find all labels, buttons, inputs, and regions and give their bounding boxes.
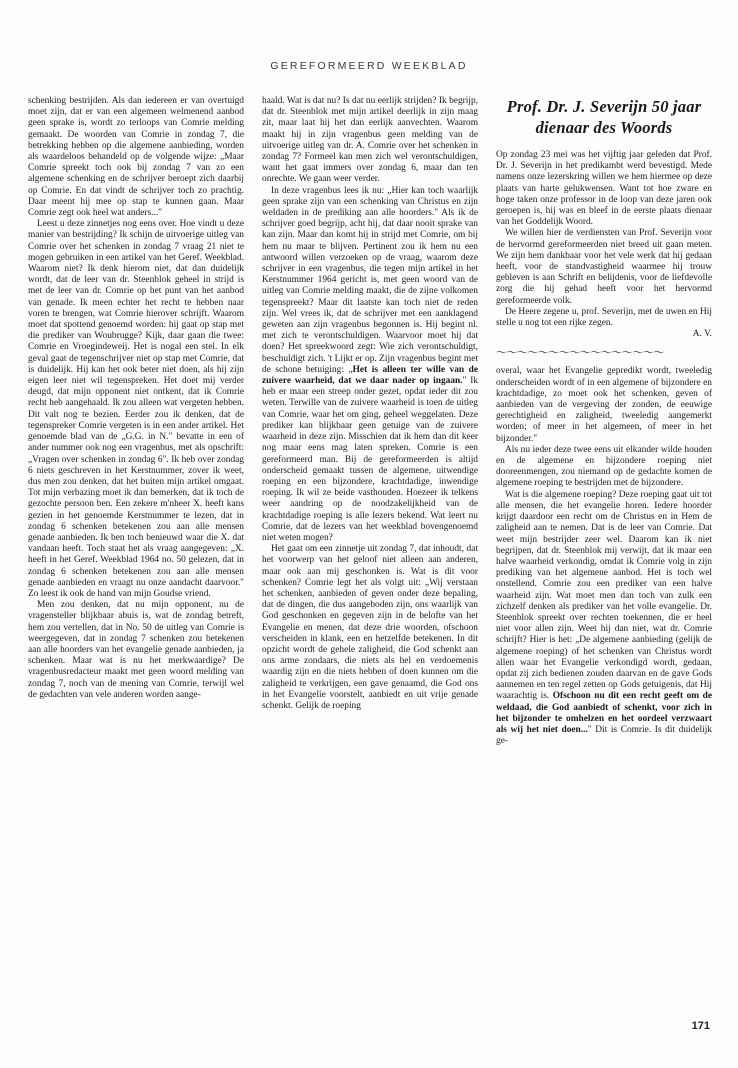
- article-columns: [28, 96, 712, 1016]
- column-right: [496, 96, 712, 1016]
- paragraph: Men zou denken, dat nu mijn opponent, nu de vragensteller blijkbaar abuis is, wat de zondag betreft, hem zou vertellen, dat in No. 50 de uitleg van Comrie is weergegeven, dat in zondag 7 schenken zou betekenen aan alle hoorders van het evangelie genade aanbieden, ja schenken. Maar wat is nu het merkwaardige? De vragenbusredacteur maakt met geen woord melding van zondag 7, noch van de mening van Comrie, terwijl wel de gedachten van vele anderen worden aange-: [28, 600, 244, 700]
- paragraph: overal, waar het Evangelie gepredikt wordt, tweeledig onderscheiden wordt of in een algemene of bijzondere en krachtdadige, zo moet ook het schenken, geven of aanbieden van de vergeving der zonden, de eeuwige gerechtigheid en zaligheid, tweeledig aangemerkt worden; of meer in het algemeen, of meer in het bijzonder.": [496, 366, 712, 444]
- paragraph: We willen hier de verdiensten van Prof. Severijn voor de hervormd gereformeerden niet breed uit gaan meten. We zijn hem dankbaar voor het vele werk dat hij gedaan heeft, voor de standvastigheid waarmee hij trouw gebleven is aan Schrift en belijdenis, voor de liefdevolle zorg die hij gehad heeft voor het hervormd gereformeerde volk.: [496, 228, 712, 306]
- column-left: [28, 96, 244, 1016]
- paragraph: Wat is die algemene roeping? Deze roeping gaat uit tot alle mensen, die het evangelie horen. Iedere hoorder krijgt daardoor een recht om de Christus en in Hem de zaligheid aan te nemen. Dat is de leer van Comrie. Dat weet mijn bestrijder zeer wel. Daarom kan ik niet begrijpen, dat dr. Steenblok mij verwijt, dat ik maar een halve waarheid verkondig, omdat ik Comrie volg in zijn prediking van het algemene aanbod. Het is toch wel onstellend. Comrie zou een prediker van een halve waarheid zijn. Wat moet men dan toch van zulk een zichzelf denken als prediker van het volle evangelie. Dr. Steenblok spreekt over rechten toekennen, die er heel niet voor allen zijn. Weet hij dan niet, wat dr. Comrie schrijft? Hier is het: „De algemene aanbieding (gelijk de algemene roeping) of het schenken van Christus wordt allen waar het Evangelie verkondigd wordt, gedaan, opdat zij zich bedienen zouden daarvan en de gave Gods aannemen en ten regel zetten op Gods getuigenis, dat Hij waarachtig is. Ofschoon nu dit een recht geeft om de weldaad, die God aanbiedt of schenkt, voor zich in het bijzonder te omhelzen en het oordeel verzwaart als wij het niet doen..." Dit is Comrie. Is dit duidelijk ge-: [496, 489, 712, 747]
- paragraph: Leest u deze zinnetjes nog eens over. Hoe vindt u deze manier van bestrijding? Ik schijn de uitvoerige uitleg van Comrie over het schenken in zondag 7 vraag 21 niet te mogen gebruiken in een artikel van het Geref. Weekblad. Waarom niet? Ik denk hierom niet, dat dan duidelijk wordt, dat de leer van dr. Steenblok geheel in strijd is met de leer van dr. Comrie op het punt van het aanbod van genade. Ik meen echter het recht te hebben naar voren te brengen, wat Comrie hierover schrijft. Waarom moet dat spottend genoemd worden: hij gaat op stap met die prediker van Woubrugge? Kijk, daar gaan die twee: Comrie en Vroegindeweij. Het is nogal een stel. In elk geval gaat de tegenschrijver niet op stap met Comrie, dat is duidelijk. Hij kan het ook beter niet doen, als hij zijn eigen leer niet wil tegenspreken. Het doet mij verder deugd, dat mijn opponent niet ontkent, dat ik Comrie recht heb aangehaald. Ik zou alleen wat vergeten hebben. Dit valt nog te bezien. Eerder zou ik denken, dat de tegenspreker Comrie vergeten is in een ander artikel. Het genoemde blad van de „G.G. in N." bevatte in een of ander nummer ook nog een vragenbus, met als opschrift: „Vragen over schenken in zondag 6". Ik heb over zondag 6 niets geschreven in het Kerstnummer, zover ik weet, dus men zou denken, dat het buiten mijn artikel omgaat. Tot mijn verbazing moet ik dan bemerken, dat ik toch de gezochte persoon ben. Een zekere m'nheer X. heeft kans gezien in het genoemde Kerstnummer te lezen, dat in zondag 6 schenken betekenen zou aan alle mensen genade aanbieden. Ik ben toch benieuwd waar die X. dat vandaan heeft. Toch staat het als vraag aangegeven: „X. heeft in het Geref. Weekblad 1964 no. 50 gelezen, dat in zondag 6 schenken betekenen zou aan alle mensen genade aanbieden en vraagt nu onze aandacht daarvoor." Zo leest ik ook de hand van mijn Goudse vriend.: [28, 219, 244, 599]
- article-headline: [496, 96, 712, 138]
- emphasis-text: Het is alleen ter wille van de zuivere waarheid, dat we daar nader op ingaan.: [262, 364, 478, 387]
- paragraph: De Heere zegene u, prof. Severijn, met de uwen en Hij stelle u nog tot een rijke zegen.: [496, 306, 712, 329]
- paragraph: schenking bestrijden. Als dan iedereen er van overtuigd moet zijn, dat er van een algemeen welmenend aanbod geen sprake is, wordt zo terloops van Comrie melding gemaakt. De woorden van Comrie in zondag 7, die betrekking hebben op die algemene aanbieding, worden als waardeloos behandeld op de volgende wijze: „Maar Comrie spreekt toch ook bij zondag 7 van zo een algemene schenking en de schrijver beroept zich daarbij op Comrie. En dat vindt de schrijver toch zo prachtig. Daar meent hij mee op stap te kunnen gaan. Maar Comrie zegt ook heel wat anders...": [28, 96, 244, 219]
- paragraph: Op zondag 23 mei was het vijftig jaar geleden dat Prof. Dr. J. Severijn in het predikambt werd bevestigd. Mede namens onze lezerskring willen we hem hiermee op deze plaats van harte gelukwensen. Want tot hoe zware en hoge taken onze professor in de loop van deze jaren ook geroepen is, hij was en bleef in de eerste plaats dienaar van het Goddelijk Woord.: [496, 150, 712, 228]
- ornament-divider: 〜〜〜〜〜〜〜〜〜〜〜〜〜〜〜〜: [496, 350, 664, 358]
- page-number: 171: [691, 1020, 710, 1032]
- headline-line-2: dienaar des Woords: [535, 118, 673, 137]
- running-head: GEREFORMEERD WEEKBLAD: [270, 60, 468, 72]
- column-middle: [262, 96, 478, 1016]
- article-signature: A. V.: [692, 329, 712, 340]
- paragraph: haald. Wat is dat nu? Is dat nu eerlijk strijden? Ik begrijp, dat dr. Steenblok met mijn artikel deerlijk in zijn maag zit, maar laat hij het dan eerlijk aanvechten. Waarom maakt hij in zijn vragenbus geen melding van de uitvoerige uitleg van dr. A. Comrie over het schenken in zondag 7? Formeel kan men zich wel verontschuldigen, want het gaat immers over zondag 6, maar dan ten onrechte. We gaan weer verder.: [262, 96, 478, 185]
- paragraph: In deze vragenbus lees ik nu: „Hier kan toch waarlijk geen sprake zijn van een schenking van Christus en zijn weldaden in de prediking aan alle hoorders." Als ik de schrijver goed begrijp, acht hij, dat daar nooit sprake van kan zijn. Maar dan komt hij in strijd met Comrie, om bij hem nu maar te blijven. Pertinent zou ik hem nu een antwoord willen verzoeken op de vraag, waarom deze schrijver in een vragenbus, die tegen mijn artikel in het Kerstnummer 1964 gericht is, met geen woord van de uitleg van Comrie melding maakt, die de zijne volkomen tegenspreekt? Maar dit laatste kan toch niet de reden zijn. Wel vrees ik, dat de schrijver met een aanklagend geweten aan zijn vragenbus begonnen is. Hij begint nl. met zich te verontschuldigen. Waarvoor moet hij dat doen? Het spreekwoord zegt: Wie zich verontschuldigt, beschuldigt zich. 't Lijkt er op. Zijn vragenbus begint met de schone betuiging: „Het is alleen ter wille van de zuivere waarheid, dat we daar nader op ingaan." Ik heb er maar een streep onder gezet, opdat ieder dit zou weten. Terwille van de zuivere waarheid is toen de uitleg van Comrie, waar het om ging, geheel weggelaten. Deze prediker kan blijkbaar geen getuige van de zuivere waarheid in deze zijn. Misschien dat ik hem dan dit keer nog maar eens mag laten spreken. Comrie is een gereformeerd man. Bij de gereformeerden is altijd onderscheid gemaakt tussen de algemene, uitwendige roeping en een bijzondere, krachtdadige, inwendige roeping. Ik wil ze beide vasthouden. Hoezeer ik telkens weer aandring op de noodzakelijkheid van de krachtdadige roeping is alle lezers bekend. Wat leert nu Comrie, dat de lezers van het weekblad bovengenoemd niet weten mogen?: [262, 185, 478, 543]
- emphasis-text: Ofschoon nu dit een recht geeft om de weldaad, die God aanbiedt of schenkt, voor zich in het bijzonder te omhelzen en het oordeel verzwaart als wij het niet doen...: [496, 691, 712, 735]
- paragraph: Als nu ieder deze twee eens uit elkander wilde houden en de algemene en bijzondere roeping niet dooreenmengen, zou niemand op de gedachte komen de algemene roeping te bestrijden met de bijzondere.: [496, 444, 712, 489]
- paragraph: Het gaat om een zinnetje uit zondag 7, dat inhoudt, dat het voorwerp van het geloof niet alleen aan anderen, maar ook aan mij geschonken is. Wat is dit voor schenken? Comrie legt het als volgt uit: „Wij verstaan het schenken, aanbieden of geven onder deze bepaling, dat de dingen, die dus aangeboden zijn, ons waarlijk van God geschonken en gegeven zijn in de belofte van het Evangelie en menen, dat deze drie woorden, ofschoon verscheiden in klank, een en hetzelfde betekenen. In dit opzicht wordt de gehele zaligheid, die God schenkt aan ons arme zondaars, die niets als hel en verdoemenis waardig zijn en die niets hebben of doen kunnen om die zaligheid te verkrijgen, een gave genaamd, die God ons in het Evangelie voorstelt, aanbiedt en uit vrije genade schenkt. Gelijk de roeping: [262, 544, 478, 711]
- headline-line-1: Prof. Dr. J. Severijn 50 jaar: [506, 97, 702, 116]
